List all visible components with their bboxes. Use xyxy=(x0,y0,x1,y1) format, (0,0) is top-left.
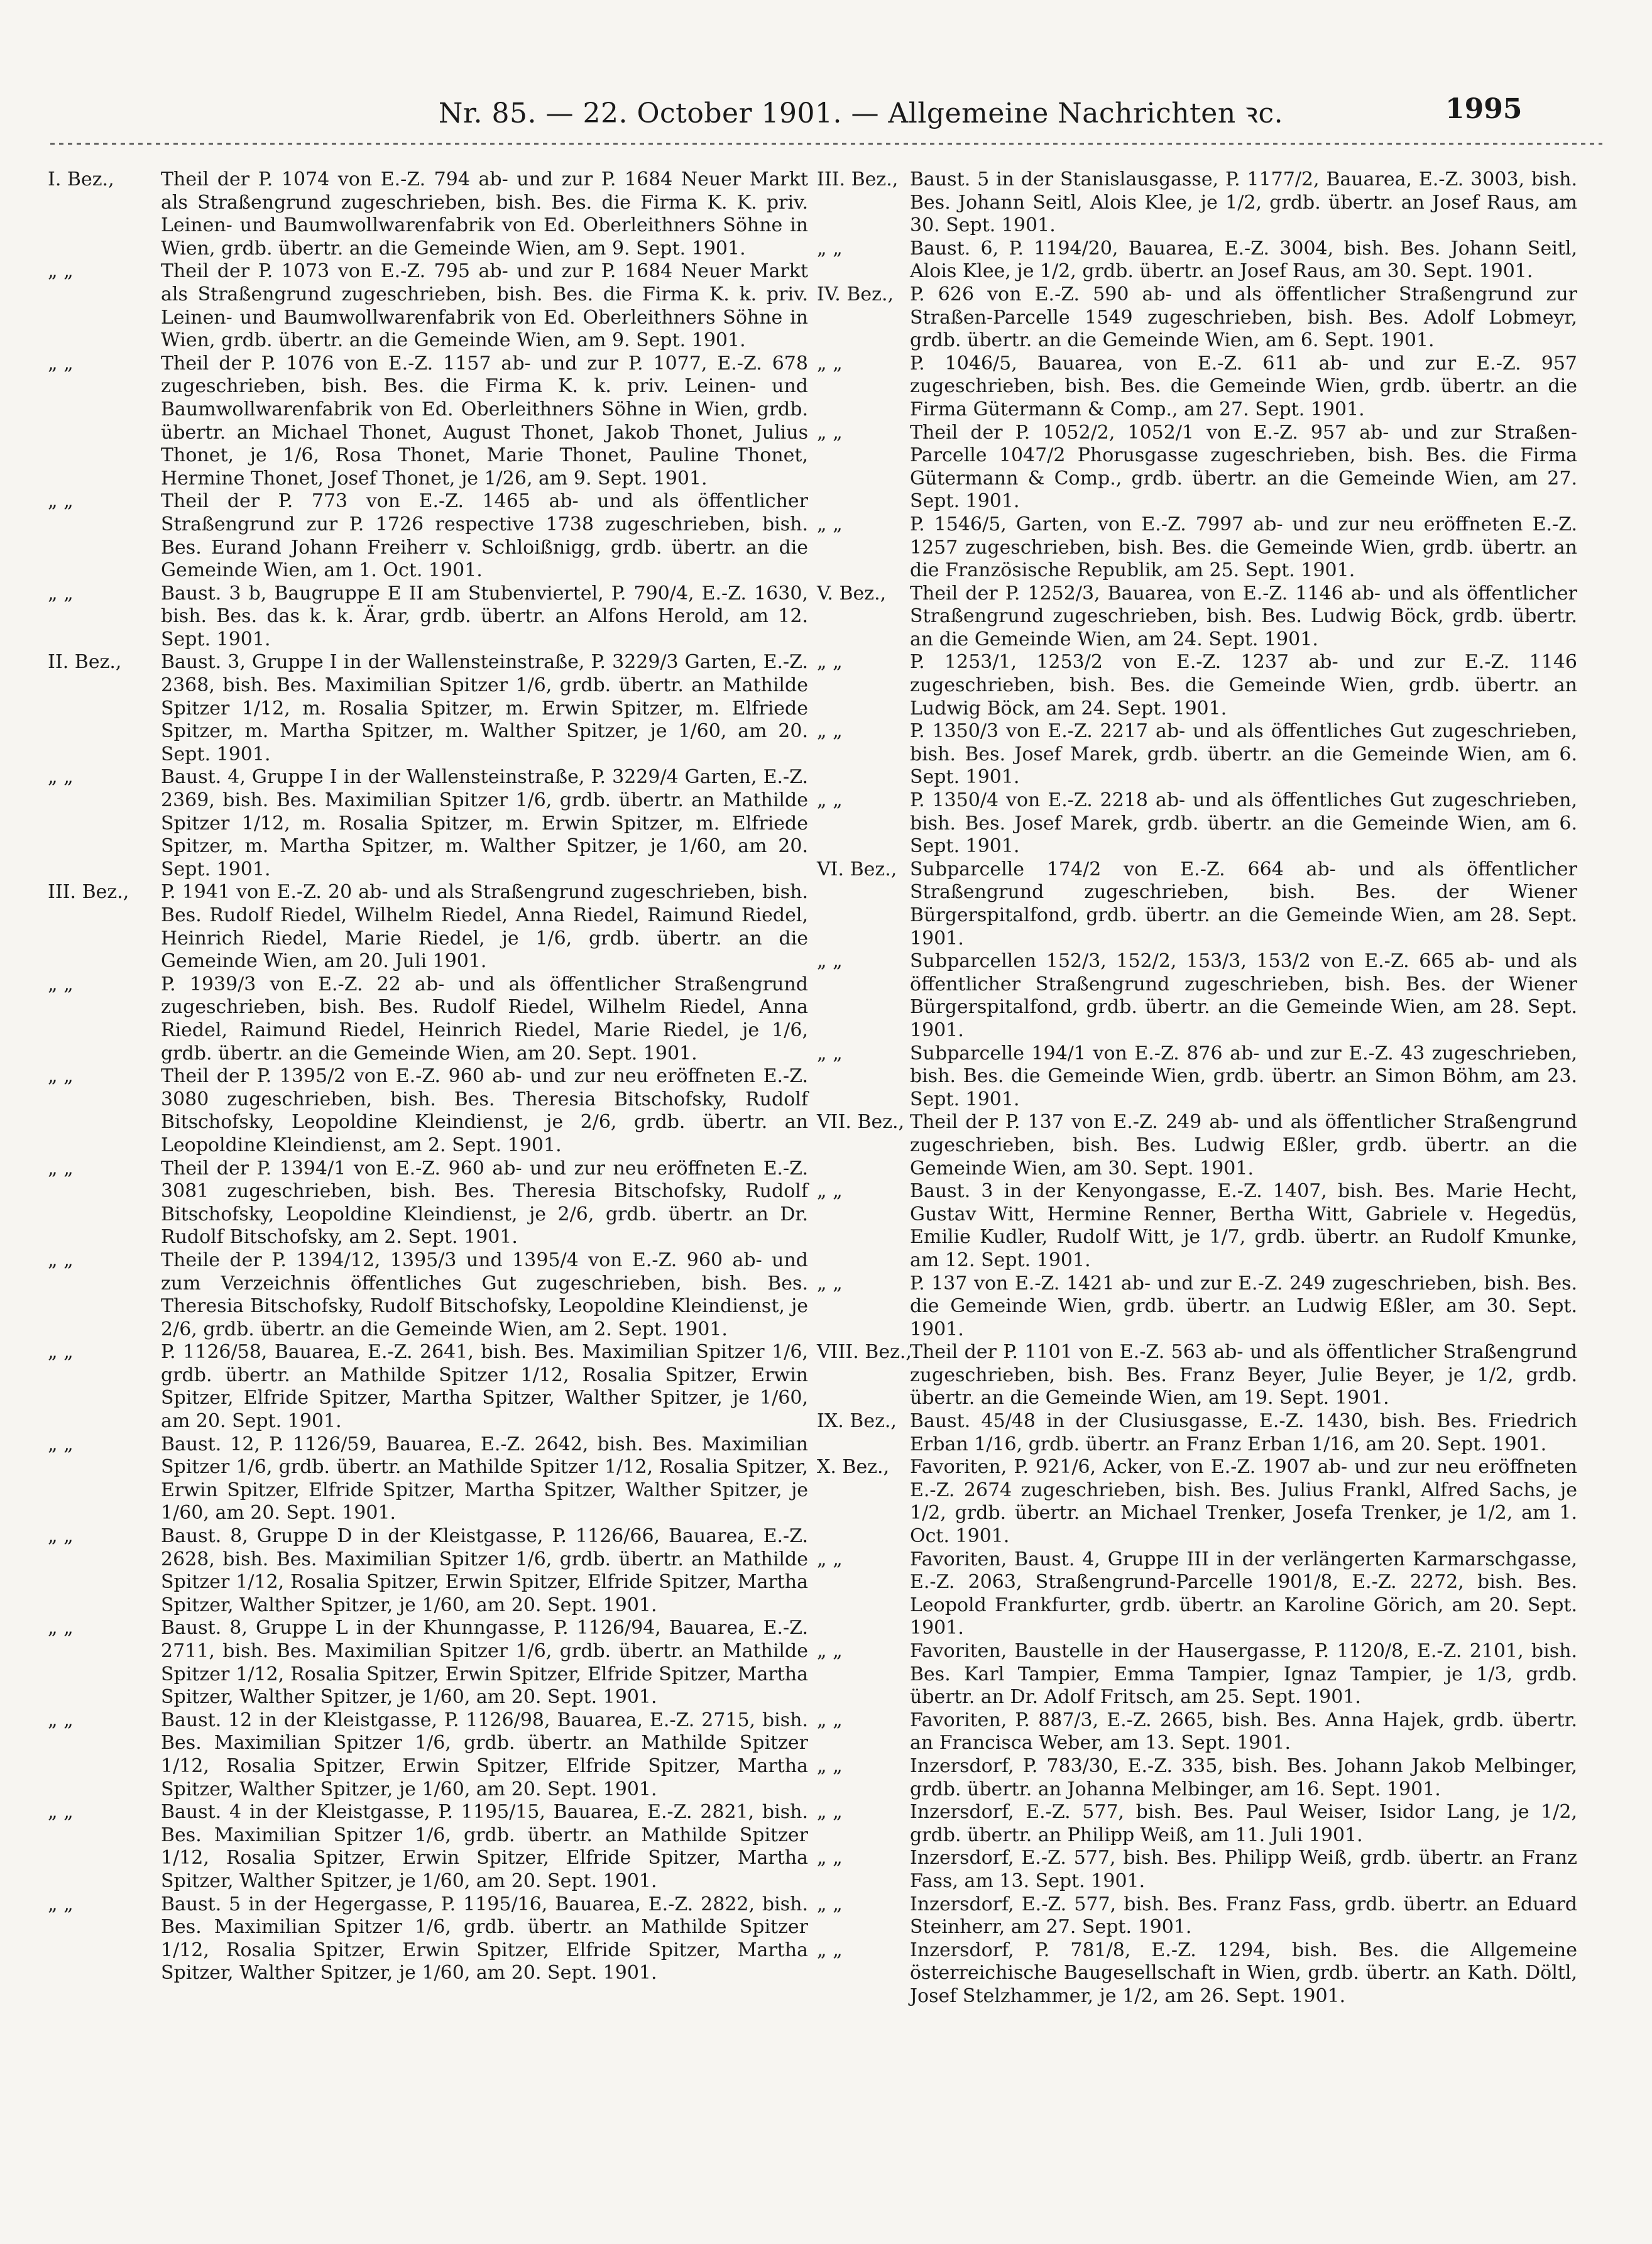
register-entry xyxy=(48,1158,808,1249)
district-label: „ „ xyxy=(48,1157,74,1179)
entry-text: Favoriten, P. 921/6, Acker, von E.-Z. 1907 ab- und zur neu eröffneten E.-Z. 2674 zugeschrieben, bish. Bes. Julius Frankl, Alfred Sachs, je 1/2, grdb. übertr. an Michael Trenker, Josefa Trenker, je 1/2, am 1. Oct. 1901. xyxy=(910,1456,1577,1548)
entry-text: Baust. 3, Gruppe I in der Wallensteinstraße, P. 3229/3 Garten, E.-Z. 2368, bish. Bes. Maximilian Spitzer 1/6, grdb. übertr. an Mathilde Spitzer 1/12, m. Rosalia Spitzer, m. Erwin Spitzer, m. Elfriede Spitzer, m. Martha Spitzer, m. Walther Spitzer, je 1/60, am 20. Sept. 1901. xyxy=(161,651,808,765)
entry-text: Baust. 12 in der Kleistgasse, P. 1126/98, Bauarea, E.-Z. 2715, bish. Bes. Maximilian Spitzer 1/6, grdb. übertr. an Mathilde Spitzer 1/12, Rosalia Spitzer, Erwin Spitzer, Elfride Spitzer, Martha Spitzer, Walther Spitzer, je 1/60, am 20. Sept. 1901. xyxy=(161,1709,808,1800)
entry-text: Inzersdorf, P. 783/30, E.-Z. 335, bish. Bes. Johann Jakob Melbinger, grdb. übertr. an Johanna Melbinger, am 16. Sept. 1901. xyxy=(910,1754,1577,1800)
entry-text: P. 137 von E.-Z. 1421 ab- und zur E.-Z. 249 zugeschrieben, bish. Bes. die Gemeinde Wien, grdb. übertr. an Ludwig Eßler, am 30. Sept. 1901. xyxy=(910,1272,1577,1340)
entry-text: Favoriten, P. 887/3, E.-Z. 2665, bish. Bes. Anna Hajek, grdb. übertr. an Francisca Weber, am 13. Sept. 1901. xyxy=(910,1709,1577,1754)
district-label: VIII. Bez., xyxy=(817,1341,912,1364)
district-label: „ „ xyxy=(817,1709,843,1731)
district-label: „ „ xyxy=(48,260,74,283)
entry-text: P. 1253/1, 1253/2 von E.-Z. 1237 ab- und zur E.-Z. 1146 zugeschrieben, bish. Bes. die Gemeinde Wien, grdb. übertr. an Ludwig Böck, am 24. Sept. 1901. xyxy=(910,651,1577,720)
district-label: IV. Bez., xyxy=(817,283,894,305)
register-entry xyxy=(48,1341,808,1433)
district-label: „ „ xyxy=(817,352,843,375)
register-entry xyxy=(817,1755,1577,1801)
entry-text: Theil der P. 1394/1 von E.-Z. 960 ab- und zur neu eröffneten E.-Z. 3081 zugeschrieben, bish. Bes. Theresia Bitschofsky, Rudolf Bitschofsky, Leopoldine Kleindienst, je 2/6, grdb. übertr. an Dr. Rudolf Bitschofsky, am 2. Sept. 1901. xyxy=(161,1157,808,1249)
page-number: 1995 xyxy=(1445,93,1523,125)
district-label: „ „ xyxy=(817,1272,843,1294)
entry-text: P. 1939/3 von E.-Z. 22 ab- und als öffentlicher Straßengrund zugeschrieben, bish. Bes. Rudolf Riedel, Wilhelm Riedel, Anna Riedel, Raimund Riedel, Heinrich Riedel, Marie Riedel, je 1/6, grdb. übertr. an die Gemeinde Wien, am 20. Sept. 1901. xyxy=(161,973,808,1065)
district-label: „ „ xyxy=(48,1525,74,1548)
page-header: Nr. 85. — 22. October 1901. — Allgemeine Nachrichten ꝛc. xyxy=(438,97,1284,129)
district-label: „ „ xyxy=(817,1939,843,1961)
register-entry xyxy=(48,1709,808,1801)
entry-text: Baust. 8, Gruppe D in der Kleistgasse, P. 1126/66, Bauarea, E.-Z. 2628, bish. Bes. Maximilian Spitzer 1/6, grdb. übertr. an Mathilde Spitzer 1/12, Rosalia Spitzer, Erwin Spitzer, Elfride Spitzer, Martha Spitzer, Walther Spitzer, je 1/60, am 20. Sept. 1901. xyxy=(161,1525,808,1616)
district-label: „ „ xyxy=(817,720,843,743)
register-entry xyxy=(817,1709,1577,1755)
district-label: „ „ xyxy=(817,1847,843,1869)
entry-text: Inzersdorf, E.-Z. 577, bish. Bes. Paul Weiser, Isidor Lang, je 1/2, grdb. übertr. an Philipp Weiß, am 11. Juli 1901. xyxy=(910,1801,1577,1846)
entry-text: Inzersdorf, E.-Z. 577, bish. Bes. Philipp Weiß, grdb. übertr. an Franz Fass, am 13. Sept. 1901. xyxy=(910,1847,1577,1892)
entry-text: Theile der P. 1394/12, 1395/3 und 1395/4 von E.-Z. 960 ab- und zum Verzeichnis öffentliches Gut zugeschrieben, bish. Bes. Theresia Bitschofsky, Rudolf Bitschofsky, Leopoldine Kleindienst, je 2/6, grdb. übertr. an die Gemeinde Wien, am 2. Sept. 1901. xyxy=(161,1249,808,1340)
register-entry xyxy=(48,1065,808,1157)
district-label: „ „ xyxy=(817,1754,843,1777)
district-label: „ „ xyxy=(48,1801,74,1824)
entry-text: P. 1046/5, Bauarea, von E.-Z. 611 ab- und zur E.-Z. 957 zugeschrieben, bish. Bes. die Gemeinde Wien, grdb. übertr. an die Firma Gütermann & Comp., am 27. Sept. 1901. xyxy=(910,352,1577,420)
entry-text: Baust. 3 in der Kenyongasse, E.-Z. 1407, bish. Bes. Marie Hecht, Gustav Witt, Hermine Renner, Bertha Witt, Gabriele v. Hegedüs, Emilie Kudler, Rudolf Witt, je 1/7, grdb. übertr. an Rudolf Kmunke, am 12. Sept. 1901. xyxy=(910,1180,1577,1271)
district-label: „ „ xyxy=(48,582,74,605)
register-entry xyxy=(817,651,1577,720)
district-label: „ „ xyxy=(48,973,74,995)
entry-text: Subparcelle 174/2 von E.-Z. 664 ab- und als öffentlicher Straßengrund zugeschrieben, bish. Bes. der Wiener Bürgerspitalfond, grdb. übertr. an die Gemeinde Wien, am 28. Sept. 1901. xyxy=(910,858,1577,950)
entry-text: Baust. 4, Gruppe I in der Wallensteinstraße, P. 3229/4 Garten, E.-Z. 2369, bish. Bes. Maximilian Spitzer 1/6, grdb. übertr. an Mathilde Spitzer 1/12, m. Rosalia Spitzer, m. Erwin Spitzer, m. Elfriede Spitzer, m. Martha Spitzer, m. Walther Spitzer, je 1/60, am 20. Sept. 1901. xyxy=(161,766,808,880)
register-entry xyxy=(817,1456,1577,1548)
entry-text: Theil der P. 1074 von E.-Z. 794 ab- und zur P. 1684 Neuer Markt als Straßengrund zugeschrieben, bish. Bes. die Firma K. K. priv. Leinen- und Baumwollwarenfabrik von Ed. Oberleithners Söhne in Wien, grdb. übertr. an die Gemeinde Wien, am 9. Sept. 1901. xyxy=(161,168,808,260)
register-entry xyxy=(48,1893,808,1985)
register-entry xyxy=(48,583,808,652)
district-label: „ „ xyxy=(817,513,843,535)
district-label: „ „ xyxy=(817,1640,843,1662)
register-entry xyxy=(48,1249,808,1341)
district-label: „ „ xyxy=(817,651,843,674)
district-label: IX. Bez., xyxy=(817,1410,897,1433)
register-entry xyxy=(48,490,808,582)
register-entry xyxy=(817,422,1577,513)
district-label: „ „ xyxy=(817,1801,843,1824)
entry-text: Baust. 4 in der Kleistgasse, P. 1195/15, Bauarea, E.-Z. 2821, bish. Bes. Maximilian Spitzer 1/6, grdb. übertr. an Mathilde Spitzer 1/12, Rosalia Spitzer, Erwin Spitzer, Elfride Spitzer, Martha Spitzer, Walther Spitzer, je 1/60, am 20. Sept. 1901. xyxy=(161,1801,808,1892)
entry-text: Theil der P. 773 von E.-Z. 1465 ab- und als öffentlicher Straßengrund zur P. 1726 respective 1738 zugeschrieben, bish. Bes. Eurand Johann Freiherr v. Schloißnigg, grdb. übertr. an die Gemeinde Wien, am 1. Oct. 1901. xyxy=(161,490,808,582)
entry-text: P. 1546/5, Garten, von E.-Z. 7997 ab- und zur neu eröffneten E.-Z. 1257 zugeschrieben, bish. Bes. die Gemeinde Wien, grdb. übertr. an die Französische Republik, am 25. Sept. 1901. xyxy=(910,513,1577,582)
entry-text: P. 1350/3 von E.-Z. 2217 ab- und als öffentliches Gut zugeschrieben, bish. Bes. Josef Marek, grdb. übertr. an die Gemeinde Wien, am 6. Sept. 1901. xyxy=(910,720,1577,789)
register-entry xyxy=(817,1640,1577,1709)
district-label: VII. Bez., xyxy=(817,1111,905,1134)
district-label: „ „ xyxy=(817,789,843,812)
register-entry xyxy=(817,353,1577,422)
entry-text: Inzersdorf, E.-Z. 577, bish. Bes. Franz Fass, grdb. übertr. an Eduard Steinherr, am 27. Sept. 1901. xyxy=(910,1893,1577,1939)
header-rule xyxy=(50,140,1602,148)
register-entry xyxy=(48,168,808,260)
entry-text: Baust. 12, P. 1126/59, Bauarea, E.-Z. 2642, bish. Bes. Maximilian Spitzer 1/6, grdb. übertr. an Mathilde Spitzer 1/12, Rosalia Spitzer, Erwin Spitzer, Elfride Spitzer, Martha Spitzer, Walther Spitzer, je 1/60, am 20. Sept. 1901. xyxy=(161,1433,808,1524)
entry-text: P. 1350/4 von E.-Z. 2218 ab- und als öffentliches Gut zugeschrieben, bish. Bes. Josef Marek, grdb. übertr. an die Gemeinde Wien, am 6. Sept. 1901. xyxy=(910,789,1577,858)
entry-text: Theil der P. 1073 von E.-Z. 795 ab- und zur P. 1684 Neuer Markt als Straßengrund zugeschrieben, bish. Bes. die Firma K. k. priv. Leinen- und Baumwollwarenfabrik von Ed. Oberleithners Söhne in Wien, grdb. übertr. an die Gemeinde Wien, am 9. Sept. 1901. xyxy=(161,260,808,352)
district-label: V. Bez., xyxy=(817,582,887,605)
entry-text: Baust. 3 b, Baugruppe E II am Stubenviertel, P. 790/4, E.-Z. 1630, bish. Bes. das k. k. Ärar, grdb. übertr. an Alfons Herold, am 12. Sept. 1901. xyxy=(161,582,808,650)
register-entry xyxy=(48,260,808,352)
entry-text: Subparcelle 194/1 von E.-Z. 876 ab- und zur E.-Z. 43 zugeschrieben, bish. Bes. die Gemeinde Wien, grdb. übertr. an Simon Böhm, am 23. Sept. 1901. xyxy=(910,1042,1577,1110)
register-entry xyxy=(817,950,1577,1042)
district-label: „ „ xyxy=(48,1433,74,1455)
register-entry xyxy=(817,1801,1577,1847)
district-label: II. Bez., xyxy=(48,651,122,674)
left-column xyxy=(48,168,808,1985)
district-label: „ „ xyxy=(48,1249,74,1271)
register-entry xyxy=(817,168,1577,238)
district-label: „ „ xyxy=(48,490,74,513)
entry-text: P. 1941 von E.-Z. 20 ab- und als Straßengrund zugeschrieben, bish. Bes. Rudolf Riedel, Wilhelm Riedel, Anna Riedel, Raimund Riedel, Heinrich Riedel, Marie Riedel, je 1/6, grdb. übertr. an die Gemeinde Wien, am 20. Juli 1901. xyxy=(161,881,808,973)
entry-text: Theil der P. 1052/2, 1052/1 von E.-Z. 957 ab- und zur Straßen-Parcelle 1047/2 Phorusgasse zugeschrieben, bish. Bes. die Firma Gütermann & Comp., grdb. übertr. an die Gemeinde Wien, am 27. Sept. 1901. xyxy=(910,421,1577,513)
register-entry xyxy=(817,789,1577,858)
district-label: X. Bez., xyxy=(817,1456,890,1479)
right-column xyxy=(817,168,1577,2008)
register-entry xyxy=(817,1043,1577,1112)
entry-text: Baust. 6, P. 1194/20, Bauarea, E.-Z. 3004, bish. Bes. Johann Seitl, Alois Klee, je 1/2, grdb. übertr. an Josef Raus, am 30. Sept. 1901. xyxy=(910,237,1577,283)
district-label: „ „ xyxy=(48,766,74,789)
district-label: „ „ xyxy=(48,1893,74,1915)
register-entry xyxy=(817,720,1577,789)
entry-text: Subparcellen 152/3, 152/2, 153/3, 153/2 von E.-Z. 665 ab- und als öffentlicher Straßengrund zugeschrieben, bish. Bes. der Wiener Bürgerspitalfond, grdb. übertr. an die Gemeinde Wien, am 28. Sept. 1901. xyxy=(910,950,1577,1041)
district-label: III. Bez., xyxy=(48,881,129,904)
district-label: VI. Bez., xyxy=(817,858,897,880)
entry-text: Theil der P. 1076 von E.-Z. 1157 ab- und zur P. 1077, E.-Z. 678 zugeschrieben, bish. Bes. die Firma K. k. priv. Leinen- und Baumwollwarenfabrik von Ed. Oberleithners Söhne in Wien, grdb. übertr. an Michael Thonet, August Thonet, Jakob Thonet, Julius Thonet, je 1/6, Rosa Thonet, Marie Thonet, Pauline Thonet, Hermine Thonet, Josef Thonet, je 1/26, am 9. Sept. 1901. xyxy=(161,352,808,490)
entry-text: Favoriten, Baust. 4, Gruppe III in der verlängerten Karmarschgasse, E.-Z. 2063, Straßengrund-Parcelle 1901/8, E.-Z. 2272, bish. Bes. Leopold Frankfurter, grdb. übertr. an Karoline Görich, am 20. Sept. 1901. xyxy=(910,1548,1577,1639)
entry-text: Baust. 5 in der Stanislausgasse, P. 1177/2, Bauarea, E.-Z. 3003, bish. Bes. Johann Seitl, Alois Klee, je 1/2, grdb. übertr. an Josef Raus, am 30. Sept. 1901. xyxy=(910,168,1577,237)
district-label: „ „ xyxy=(817,237,843,260)
district-label: „ „ xyxy=(817,1548,843,1570)
register-entry xyxy=(817,283,1577,353)
register-entry xyxy=(817,1111,1577,1180)
register-entry xyxy=(817,1847,1577,1893)
entry-text: Baust. 5 in der Hegergasse, P. 1195/16, Bauarea, E.-Z. 2822, bish. Bes. Maximilian Spitzer 1/6, grdb. übertr. an Mathilde Spitzer 1/12, Rosalia Spitzer, Erwin Spitzer, Elfride Spitzer, Martha Spitzer, Walther Spitzer, je 1/60, am 20. Sept. 1901. xyxy=(161,1893,808,1984)
entry-text: Inzersdorf, P. 781/8, E.-Z. 1294, bish. Bes. die Allgemeine österreichische Baugesellschaft in Wien, grdb. übertr. an Kath. Döltl, Josef Stelzhammer, je 1/2, am 26. Sept. 1901. xyxy=(910,1939,1577,2007)
register-entry xyxy=(48,973,808,1065)
entry-text: Baust. 45/48 in der Clusiusgasse, E.-Z. 1430, bish. Bes. Friedrich Erban 1/16, grdb. übertr. an Franz Erban 1/16, am 20. Sept. 1901. xyxy=(910,1410,1577,1455)
entry-text: P. 1126/58, Bauarea, E.-Z. 2641, bish. Bes. Maximilian Spitzer 1/6, grdb. übertr. an Mathilde Spitzer 1/12, Rosalia Spitzer, Erwin Spitzer, Elfride Spitzer, Martha Spitzer, Walther Spitzer, je 1/60, am 20. Sept. 1901. xyxy=(161,1341,808,1433)
register-entry xyxy=(48,881,808,973)
district-label: „ „ xyxy=(817,1042,843,1065)
district-label: III. Bez., xyxy=(817,168,899,190)
register-entry xyxy=(48,1433,808,1525)
register-entry xyxy=(817,1548,1577,1640)
register-entry xyxy=(817,1410,1577,1456)
register-entry xyxy=(817,1273,1577,1342)
district-label: „ „ xyxy=(48,1065,74,1088)
register-entry xyxy=(817,238,1577,283)
district-label: „ „ xyxy=(48,352,74,375)
register-entry xyxy=(48,1617,808,1709)
district-label: „ „ xyxy=(817,1893,843,1915)
district-label: „ „ xyxy=(48,1709,74,1731)
register-entry xyxy=(817,1893,1577,1939)
entry-text: Theil der P. 1395/2 von E.-Z. 960 ab- und zur neu eröffneten E.-Z. 3080 zugeschrieben, bish. Bes. Theresia Bitschofsky, Rudolf Bitschofsky, Leopoldine Kleindienst, je 2/6, grdb. übertr. an Leopoldine Kleindienst, am 2. Sept. 1901. xyxy=(161,1065,808,1156)
register-entry xyxy=(817,1341,1577,1410)
entry-text: Theil der P. 1101 von E.-Z. 563 ab- und als öffentlicher Straßengrund zugeschrieben, bish. Bes. Franz Beyer, Julie Beyer, je 1/2, grdb. übertr. an die Gemeinde Wien, am 19. Sept. 1901. xyxy=(910,1341,1577,1409)
register-entry xyxy=(48,766,808,881)
district-label: I. Bez., xyxy=(48,168,114,190)
register-entry xyxy=(817,1180,1577,1272)
register-entry xyxy=(48,353,808,491)
district-label: „ „ xyxy=(817,1180,843,1203)
register-entry xyxy=(817,1939,1577,2008)
entry-text: Theil der P. 1252/3, Bauarea, von E.-Z. 1146 ab- und als öffentlicher Straßengrund zugeschrieben, bish. Bes. Ludwig Böck, grdb. übertr. an die Gemeinde Wien, am 24. Sept. 1901. xyxy=(910,582,1577,650)
register-entry xyxy=(817,858,1577,950)
district-label: „ „ xyxy=(817,421,843,444)
district-label: „ „ xyxy=(48,1341,74,1364)
register-entry xyxy=(48,1525,808,1617)
entry-text: P. 626 von E.-Z. 590 ab- und als öffentlicher Straßengrund zur Straßen-Parcelle 1549 zugeschrieben, bish. Bes. Adolf Lobmeyr, grdb. übertr. an die Gemeinde Wien, am 6. Sept. 1901. xyxy=(910,283,1577,352)
register-entry xyxy=(817,513,1577,583)
district-label: „ „ xyxy=(48,1617,74,1639)
register-entry xyxy=(48,1801,808,1893)
entry-text: Baust. 8, Gruppe L in der Khunngasse, P. 1126/94, Bauarea, E.-Z. 2711, bish. Bes. Maximilian Spitzer 1/6, grdb. übertr. an Mathilde Spitzer 1/12, Rosalia Spitzer, Erwin Spitzer, Elfride Spitzer, Martha Spitzer, Walther Spitzer, je 1/60, am 20. Sept. 1901. xyxy=(161,1617,808,1709)
entry-text: Favoriten, Baustelle in der Hausergasse, P. 1120/8, E.-Z. 2101, bish. Bes. Karl Tampier, Emma Tampier, Ignaz Tampier, je 1/3, grdb. übertr. an Dr. Adolf Fritsch, am 25. Sept. 1901. xyxy=(910,1640,1577,1709)
district-label: „ „ xyxy=(817,950,843,973)
register-entry xyxy=(817,583,1577,652)
register-entry xyxy=(48,651,808,766)
entry-text: Theil der P. 137 von E.-Z. 249 ab- und als öffentlicher Straßengrund zugeschrieben, bish. Bes. Ludwig Eßler, grdb. übertr. an die Gemeinde Wien, am 30. Sept. 1901. xyxy=(910,1111,1577,1179)
